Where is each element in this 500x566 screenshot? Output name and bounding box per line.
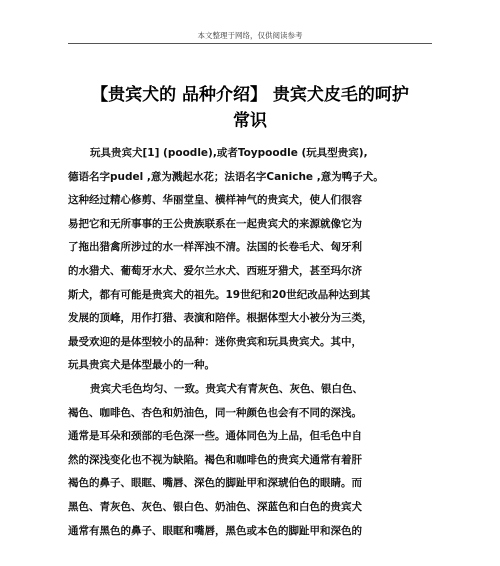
body-line: 最受欢迎的是体型较小的品种：迷你贵宾和玩具贵宾犬。其中，	[68, 335, 362, 348]
body-line: 德语名字pudel ,意为溅起水花；法语名字Caniche ,意为鸭子犬。	[68, 170, 384, 183]
body-line: 这种经过精心修剪、华丽堂皇、横样神气的贵宾犬，使人们很容	[68, 194, 362, 207]
body-line: 然的深浅变化也不视为缺陷。褐色和咖啡色的贵宾犬通常有着肝	[68, 453, 362, 466]
document-title	[70, 82, 430, 134]
body-line: 发展的顶峰，用作打猎、表演和陪伴。根据体型大小被分为三类，	[68, 312, 373, 325]
body-line: 易把它和无所事事的王公贵族联系在一起贵宾犬的来源就像它为	[68, 217, 362, 230]
body-line: 通常有黑色的鼻子、眼眶和嘴唇，黑色或本色的脚趾甲和深色的	[68, 524, 362, 537]
header-note: 本文整理于网络，仅供阅读参考	[197, 31, 303, 40]
body-line: 贵宾犬毛色均匀、一致。贵宾犬有青灰色、灰色、银白色、	[90, 382, 363, 395]
body-line: 斯犬，都有可能是贵宾犬的祖先。19世纪和20世纪改品种达到其	[68, 288, 371, 301]
title-line-2: 常识	[233, 111, 267, 131]
body-line: 黑色、青灰色、灰色、银白色、奶油色、深蓝色和白色的贵宾犬	[68, 500, 362, 513]
body-line: 褐色、咖啡色、杏色和奶油色，同一种颜色也会有不同的深浅。	[68, 406, 362, 419]
body-line: 的水猎犬、葡萄牙水犬、爱尔兰水犬、西班牙猎犬，甚至玛尔济	[68, 264, 362, 277]
body-line: 了拖出猎禽所涉过的水一样浑浊不清。法国的长卷毛犬、匈牙利	[68, 241, 362, 254]
body-line: 玩具贵宾犬[1] (poodle),或者Toypoodle (玩具型贵宾),	[90, 147, 368, 159]
body-line: 褐色的鼻子、眼眶、嘴唇、深色的脚趾甲和深琥伯色的眼睛。而	[68, 477, 362, 490]
document-body	[68, 142, 438, 543]
body-line: 通常是耳朵和颈部的毛色深一些。通体同色为上品，但毛色中自	[68, 430, 362, 443]
title-line-1: 【贵宾犬的 品种介绍】 贵宾犬皮毛的呵护	[91, 85, 409, 105]
body-line: 玩具贵宾犬是体型最小的一种。	[68, 359, 215, 372]
header-divider	[68, 43, 432, 44]
